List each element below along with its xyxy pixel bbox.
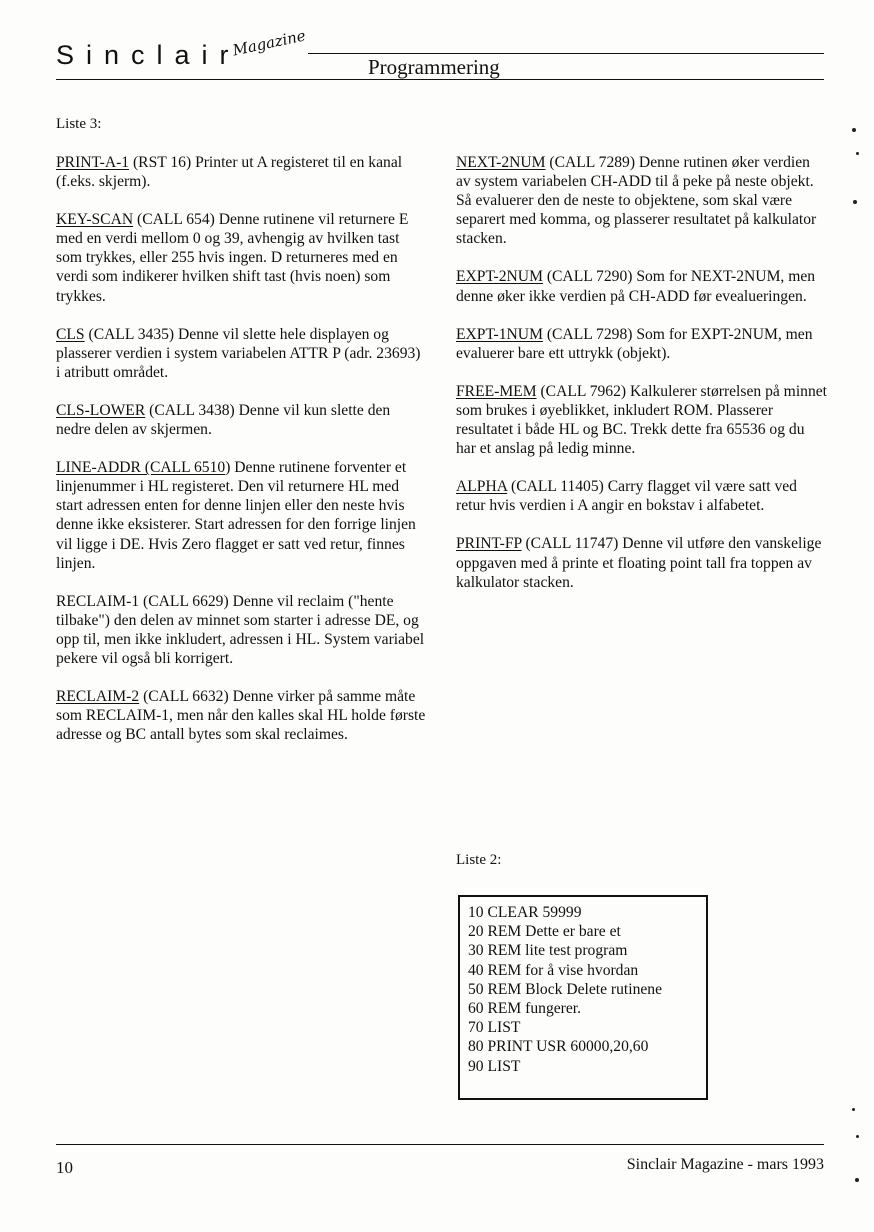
entry-name: ALPHA [456,478,508,496]
left-column [56,153,428,744]
code-listing-box [458,895,708,1100]
brand-title: Sinclair [56,40,241,70]
scan-speck [855,1178,859,1182]
header-rule-top [308,53,824,54]
entry-name: FREE-MEM [456,382,537,400]
entry-alpha [456,477,828,515]
entry-name: CLS [56,325,85,343]
code-line: 30 REM lite test program [468,942,628,960]
scan-speck [856,1135,859,1138]
entry-key-scan [56,210,428,305]
entry-name: LINE-ADDR (CALL 6510 [56,459,226,477]
page-number: 10 [56,1158,73,1177]
entry-free-mem [456,382,828,458]
scan-speck [852,128,856,132]
entry-text: (CALL 654) Denne rutinene vil returnere E med en verdi mellom 0 og 39, avhengig av hvilken tast som trykkes, eller 255 hvis ingen. D returneres med en verdi som indikerer hvilken shift tast (hvis noen) som trykkes. [56,211,409,305]
entry-print-a-1 [56,153,428,191]
entry-name: PRINT-A-1 [56,154,130,171]
entry-text: (CALL 7290) Som for NEXT-2NUM, men denne øker ikke verdien på CH-ADD før evealueringen. [456,268,816,305]
code-line: 70 LIST [468,1019,521,1037]
section-title: Programmering [368,55,500,79]
entry-reclaim-1 [56,592,428,668]
entry-name: EXPT-2NUM [456,268,543,286]
entry-text: (CALL 7298) Som for EXPT-2NUM, men evaluerer bare ett uttrykk (objekt). [456,325,813,362]
entry-text: (CALL 3435) Denne vil slette hele displayen og plasserer verdien i system variabelen ATTR P (adr. 23693) i atributt området. [56,325,421,381]
entry-text: (CALL 7962) Kalkulerer størrelsen på minnet som brukes i øyeblikket, inkludert ROM. Plasserer resultatet i både HL og BC. Trekk dette fra 65536 og du har et anslag på ledig minne. [456,382,827,458]
entry-name: NEXT-2NUM [456,154,546,171]
code-line: 60 REM fungerer. [468,1000,582,1018]
entry-print-fp [456,534,828,591]
code-line: 20 REM Dette er bare et [468,923,621,941]
scan-speck [853,200,857,204]
scan-speck [856,152,859,155]
entry-name: EXPT-1NUM [456,325,543,343]
entry-expt-2num [456,267,828,305]
entry-line-addr [56,458,428,573]
code-line: 90 LIST [468,1057,521,1075]
header-rule-bottom [56,79,824,80]
brand-subtitle: Magazine [230,26,308,60]
entry-name: RECLAIM-2 [56,688,140,706]
code-line: 80 PRINT USR 60000,20,60 [468,1038,649,1056]
footer-credit: Sinclair Magazine - mars 1993 [626,1156,824,1173]
entry-text: (CALL 11405) Carry flagget vil være satt ved retur hvis verdien i A angir en bokstav i alfabetet. [456,478,797,515]
list2-label: Liste 2: [456,852,502,868]
entry-text: RECLAIM-1 (CALL 6629) Denne vil reclaim ("hente tilbake") den delen av minnet som starter i adresse DE, og opp til, men ikke inkludert, adressen i HL. System variabel pekere vil også bli korrigert. [56,592,425,667]
entry-reclaim-2 [56,687,428,744]
code-line: 40 REM for å vise hvordan [468,961,639,979]
entry-expt-1num [456,325,828,363]
footer-rule [56,1144,824,1145]
entry-next-2num [456,153,828,248]
right-column [456,153,828,592]
entry-text: (CALL 7289) Denne rutinen øker verdien av system variabelen CH-ADD til å peke på neste objekt. Så evaluerer den de neste to objektene, som skal være separert med komma, og plasserer resultatet på kalkulator stacken. [456,154,817,248]
code-line: 10 CLEAR 59999 [468,904,582,921]
entry-text: (CALL 11747) Denne vil utføre den vanskelige oppgaven med å printe et floating point tall fra toppen av kalkulator stacken. [456,535,822,591]
list3-label: Liste 3: [56,116,102,132]
code-line: 50 REM Block Delete rutinene [468,980,663,998]
entry-text: (RST 16) Printer ut A registeret til en kanal (f.eks. skjerm). [56,154,403,191]
entry-text: (CALL 3438) Denne vil kun slette den nedre delen av skjermen. [56,401,391,439]
entry-name: CLS-LOWER [56,401,146,419]
entry-cls-lower [56,401,428,439]
entry-text: (CALL 6632) Denne virker på samme måte som RECLAIM-1, men når den kalles skal HL holde første adresse og BC antall bytes som skal reclaimes. [56,688,426,744]
entry-name: KEY-SCAN [56,211,134,229]
entry-name: PRINT-FP [456,535,522,553]
entry-text: ) Denne rutinene forventer et linjenummer i HL registeret. Den vil returnere HL med start adressen enten for denne linjen eller den neste hvis denne ikke eksisterer. Start adressen for den forrige linjen vil ligge i DE. Hvis Zero flagget er satt ved retur, finnes linjen. [56,459,416,572]
entry-cls [56,325,428,382]
scan-speck [852,1108,855,1111]
